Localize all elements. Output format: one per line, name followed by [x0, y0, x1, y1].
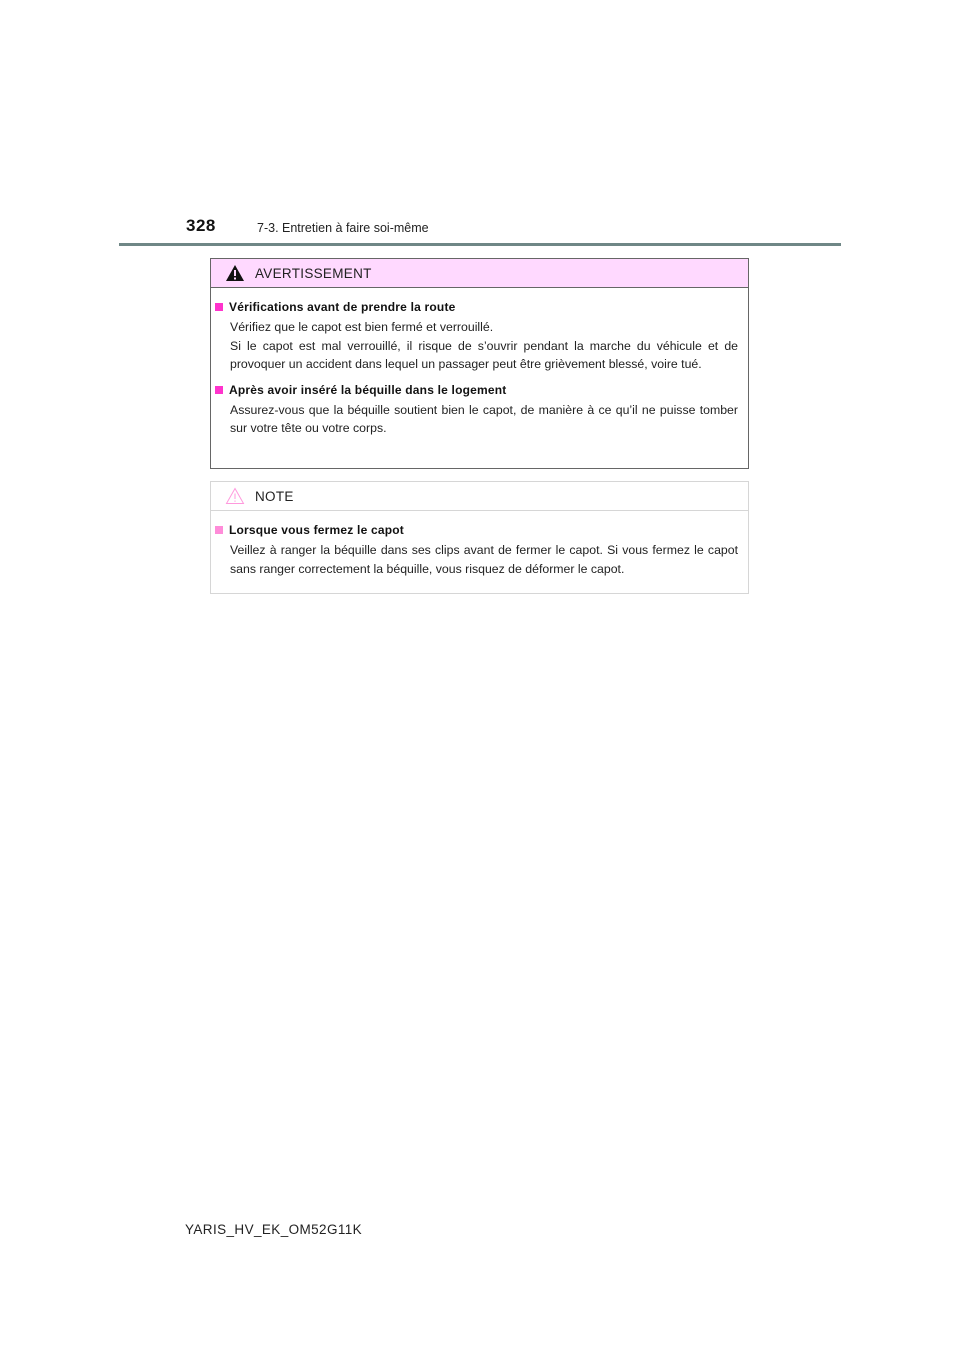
warning-item: [215, 298, 738, 374]
note-item-heading: [215, 521, 738, 539]
square-bullet-icon: [215, 303, 223, 311]
warning-item-text: [230, 399, 738, 438]
warning-item-heading: [215, 298, 738, 316]
note-item-text: [230, 539, 738, 578]
warning-item-heading-text: Vérifications avant de prendre la route: [229, 300, 456, 314]
caution-triangle-outline-icon: [225, 487, 245, 505]
section-title: 7-3. Entretien à faire soi-même: [257, 221, 429, 235]
note-box-body: [211, 511, 748, 578]
note-item: [215, 521, 738, 578]
warning-box-header: [211, 259, 748, 288]
note-item-heading-text: Lorsque vous fermez le capot: [229, 523, 404, 537]
square-bullet-icon: [215, 526, 223, 534]
note-box-title: NOTE: [255, 488, 294, 504]
paragraph-line: Si le capot est mal verrouillé, il risque de s’ouvrir pendant la marche du véhicule et de provoquer un accident dans lequel un passager peut être grièvement blessé, voire tué.: [230, 338, 738, 372]
paragraph-line: Assurez-vous que la béquille soutient bien le capot, de manière à ce qu’il ne puisse tomber sur votre tête ou votre corps.: [230, 402, 738, 436]
warning-triangle-icon: [225, 264, 245, 282]
warning-item: [215, 381, 738, 438]
paragraph-line: Vérifiez que le capot est bien fermé et verrouillé.: [230, 320, 494, 334]
note-box: [210, 481, 749, 594]
warning-box-body: [211, 288, 748, 438]
paragraph-line: Veillez à ranger la béquille dans ses clips avant de fermer le capot. Si vous fermez le capot sans ranger correctement la béquille, vous risquez de déformer le capot.: [230, 543, 738, 576]
warning-item-heading-text: Après avoir inséré la béquille dans le logement: [229, 382, 507, 397]
warning-item-text: [230, 316, 738, 374]
document-code: YARIS_HV_EK_OM52G11K: [185, 1222, 363, 1237]
warning-box-title: AVERTISSEMENT: [255, 265, 372, 281]
note-box-header: [211, 482, 748, 511]
square-bullet-icon: [215, 386, 223, 394]
warning-box: [210, 258, 749, 469]
header-rule: [119, 243, 841, 246]
page-number: 328: [186, 216, 216, 235]
warning-item-heading: [215, 381, 738, 399]
